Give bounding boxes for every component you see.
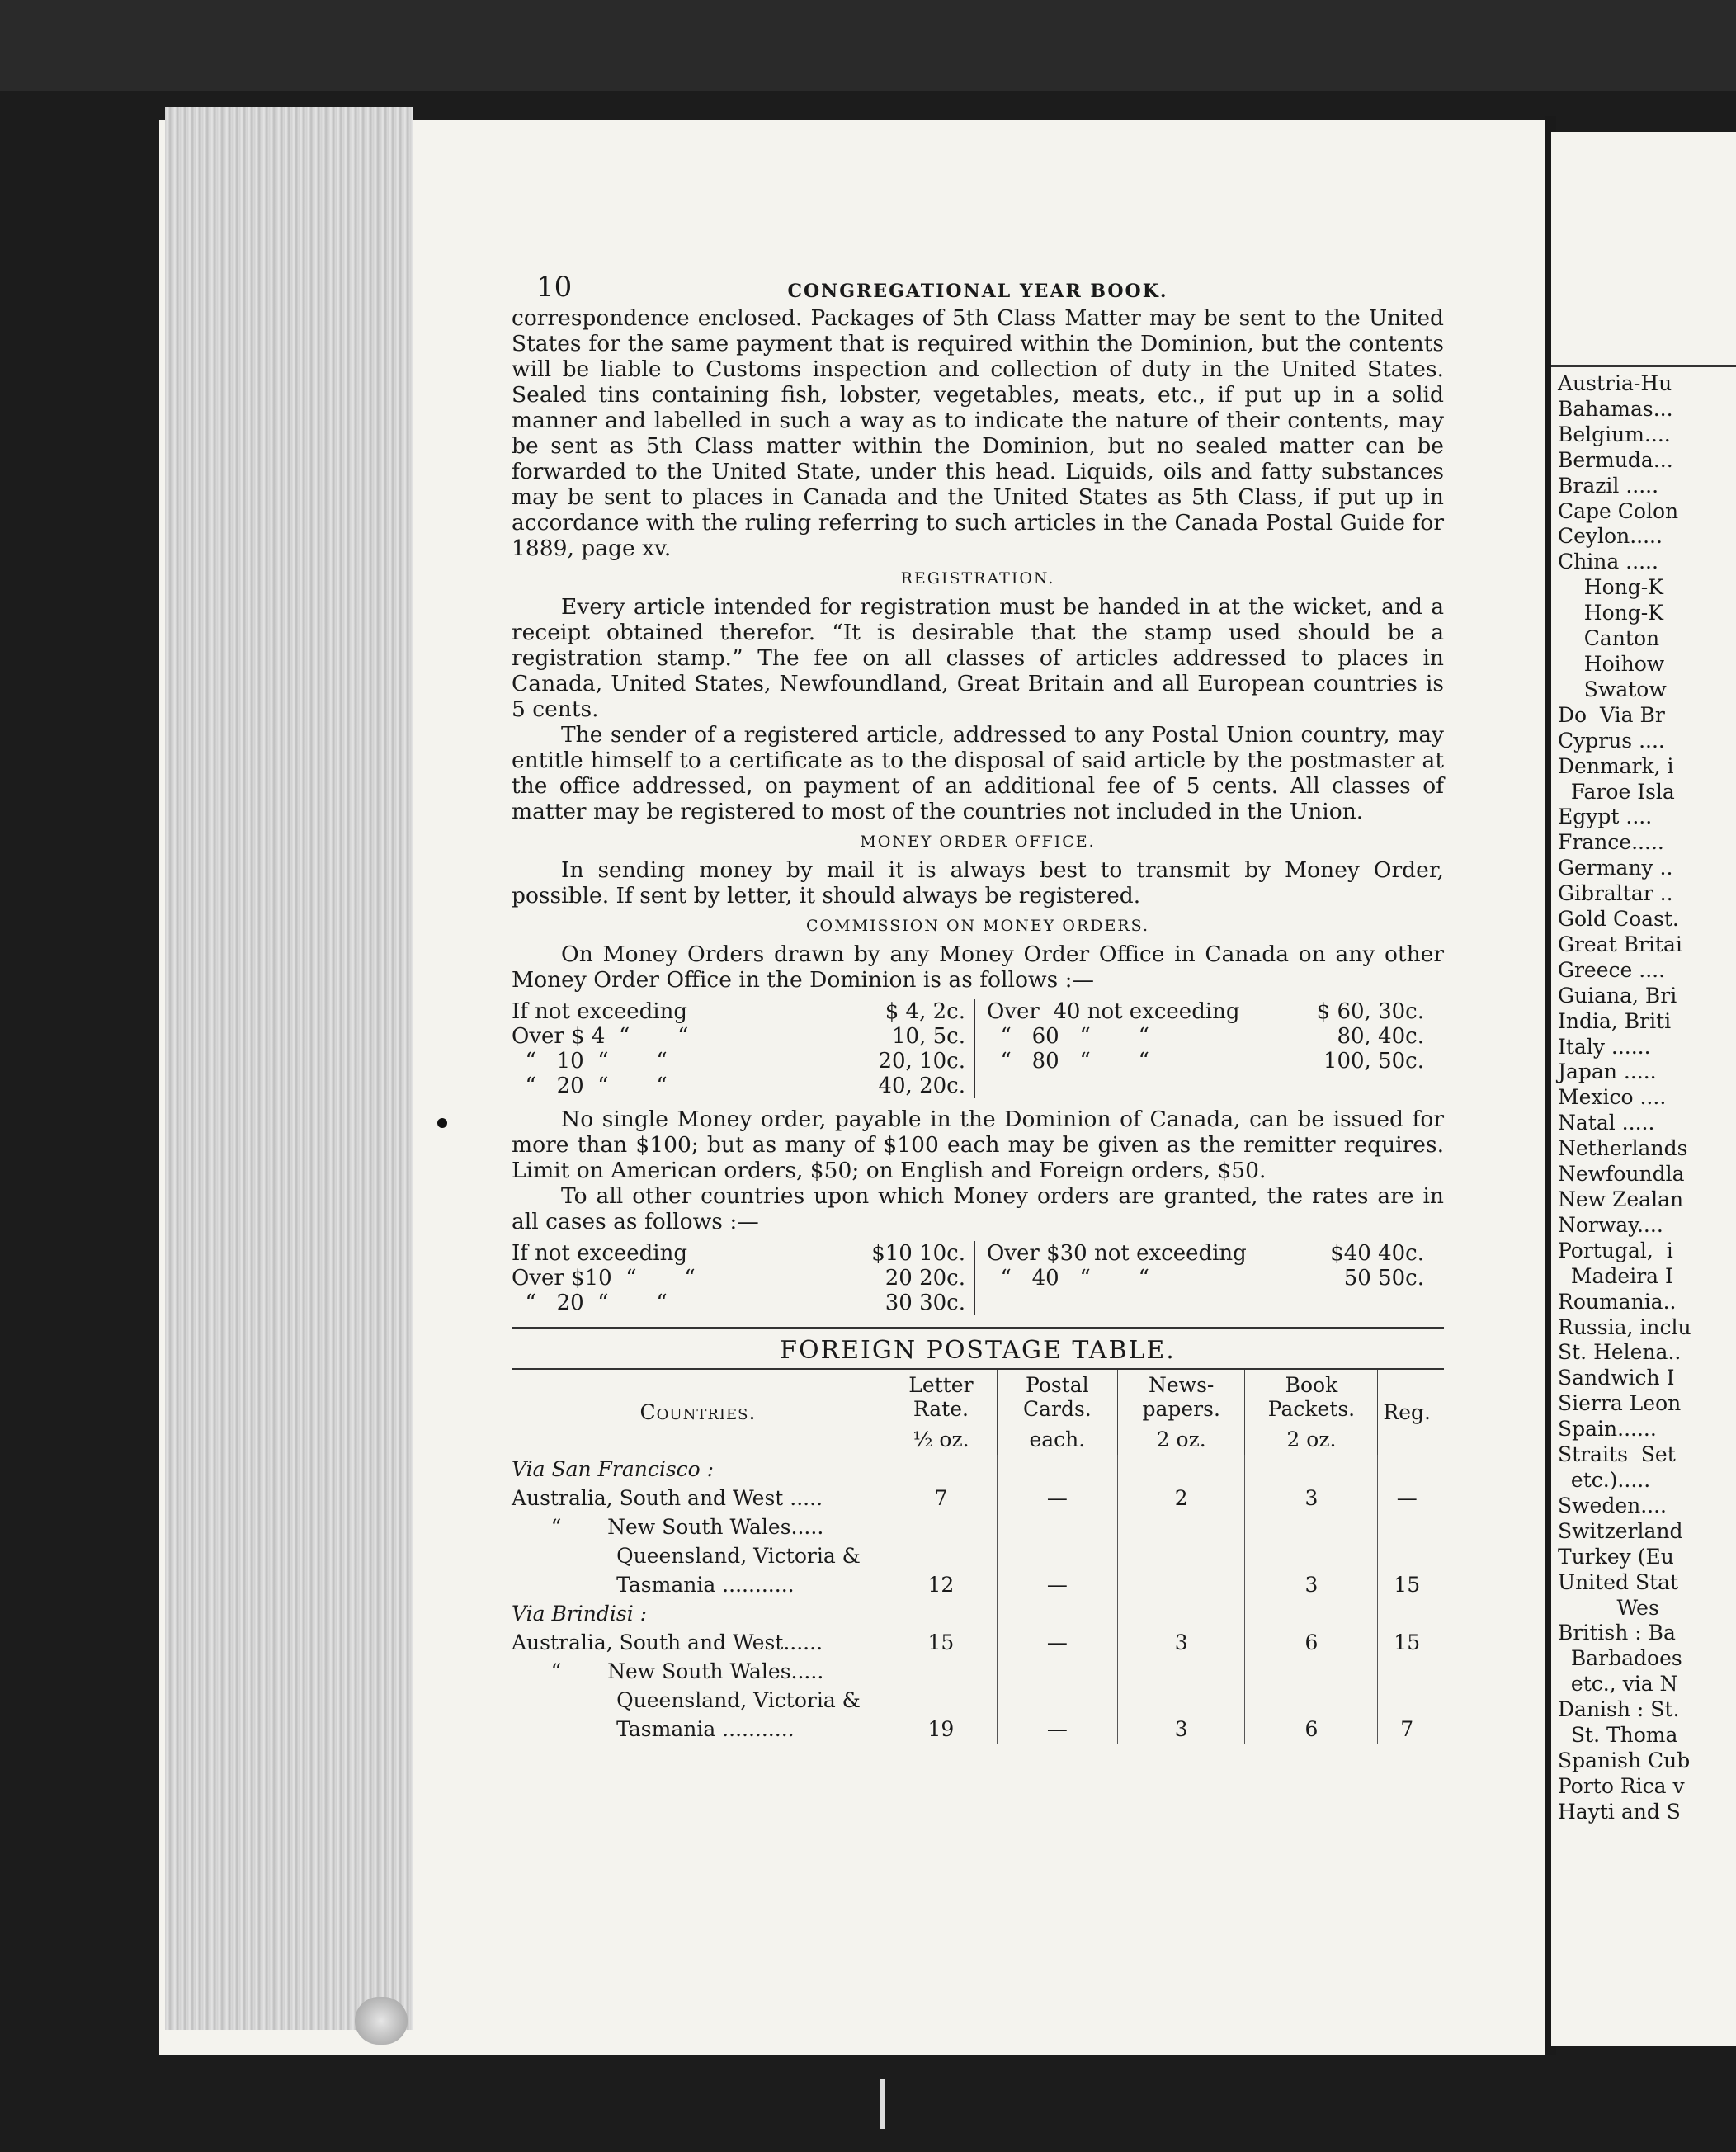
rate-label: “ 40 “ “	[987, 1266, 1149, 1291]
cell-letter	[885, 1455, 998, 1484]
facing-page-line: Natal .....	[1558, 1111, 1655, 1135]
rate-value: 20, 10c.	[878, 1049, 965, 1074]
facing-page-line: Mexico ....	[1558, 1085, 1667, 1110]
rate-label: “ 80 “ “	[987, 1049, 1149, 1074]
facing-page-country-list	[1558, 371, 1691, 1825]
facing-page-line: India, Briti	[1558, 1008, 1672, 1033]
cell-reg: —	[1378, 1484, 1436, 1513]
table-row	[512, 1541, 1436, 1570]
page-number: 10	[536, 271, 573, 304]
col-header-newspapers: News-papers.	[1117, 1370, 1245, 1424]
cell-reg	[1378, 1541, 1436, 1570]
cell-postal: —	[997, 1570, 1117, 1599]
paragraph-all-other-countries: To all other countries upon which Money orders are granted, the rates are in all cases as follows :—	[512, 1183, 1444, 1234]
rate-value: 40, 20c.	[878, 1074, 965, 1098]
table-row	[512, 1570, 1436, 1599]
table-row	[512, 1599, 1436, 1628]
rate-value: $10 10c.	[871, 1241, 965, 1266]
running-title: CONGREGATIONAL YEAR BOOK.	[787, 281, 1168, 302]
paragraph-registration-1: Every article intended for registration must be handed in at the wicket, and a receipt obtained therefor. “It is desirable that the stamp used should be a registration stamp.” The fee on all classes of articles addressed to places in Canada, United States, Newfoundland, Great Britain and all European countries is 5 cents.	[512, 594, 1444, 722]
cell-postal	[997, 1513, 1117, 1541]
facing-page-line: Sweden....	[1558, 1493, 1668, 1517]
margin-dot-mark	[437, 1118, 447, 1128]
facing-page-line: Gold Coast.	[1558, 907, 1679, 932]
table-top-rule	[512, 1327, 1444, 1329]
facing-page-line: etc.).....	[1558, 1467, 1651, 1492]
cell-letter: 15	[885, 1628, 998, 1657]
rate-row	[512, 999, 974, 1024]
cell-book	[1245, 1455, 1378, 1484]
facing-page-line: Porto Rica v	[1558, 1773, 1685, 1798]
facing-page-line: Spanish Cub	[1558, 1748, 1691, 1772]
cell-book: 6	[1245, 1715, 1378, 1744]
cell-postal	[997, 1657, 1117, 1686]
cell-news	[1117, 1599, 1245, 1628]
rate-value: 30 30c.	[885, 1291, 965, 1315]
rate-label: If not exceeding	[512, 1241, 688, 1266]
rate-value: 100, 50c.	[1323, 1049, 1424, 1074]
facing-page-line: China .....	[1558, 550, 1658, 574]
facing-page-line: Hong-K	[1558, 601, 1663, 625]
facing-page-line: Sandwich I	[1558, 1366, 1675, 1390]
rate-row	[987, 1049, 1432, 1074]
facing-page-line: Brazil .....	[1558, 473, 1659, 498]
facing-page-line: New Zealan	[1558, 1187, 1684, 1211]
cell-book: 3	[1245, 1570, 1378, 1599]
domestic-rates-right	[974, 999, 1432, 1098]
rate-label: “ 20 “ “	[512, 1291, 668, 1315]
rate-value: $ 4, 2c.	[885, 999, 965, 1024]
page-edge-stack	[165, 107, 413, 2030]
facing-page-line: Netherlands	[1558, 1136, 1688, 1161]
rate-label: “ 60 “ “	[987, 1024, 1149, 1049]
rate-value: 80, 40c.	[1337, 1024, 1424, 1049]
cell-news	[1117, 1513, 1245, 1541]
table-row	[512, 1715, 1436, 1744]
postage-table-title: FOREIGN POSTAGE TABLE.	[780, 1336, 1176, 1365]
cell-news: 2	[1117, 1484, 1245, 1513]
table-row	[512, 1513, 1436, 1541]
cell-country: Queensland, Victoria &	[512, 1544, 861, 1568]
facing-page-line: Madeira I	[1558, 1263, 1673, 1288]
facing-page-line: etc., via N	[1558, 1672, 1678, 1697]
cell-letter	[885, 1513, 998, 1541]
rate-row	[512, 1291, 974, 1315]
facing-page-line: Do Via Br	[1558, 702, 1665, 727]
col-header-registration: Reg.	[1378, 1370, 1436, 1455]
unit-postal-cards: each.	[997, 1424, 1117, 1455]
table-row	[512, 1686, 1436, 1715]
facing-page-rule	[1551, 365, 1736, 367]
cell-postal: —	[997, 1484, 1117, 1513]
cell-news: 3	[1117, 1628, 1245, 1657]
facing-page-line: Portugal, i	[1558, 1238, 1673, 1262]
cell-letter: 7	[885, 1484, 998, 1513]
facing-page-line: Ceylon.....	[1558, 524, 1663, 549]
cell-postal	[997, 1599, 1117, 1628]
facing-page-line: Norway....	[1558, 1212, 1663, 1237]
table-row	[512, 1628, 1436, 1657]
cell-book	[1245, 1686, 1378, 1715]
facing-page-line: Canton	[1558, 626, 1660, 651]
rate-value: 20 20c.	[885, 1266, 965, 1291]
rate-label: “ 20 “ “	[512, 1074, 668, 1098]
col-header-countries: Countries.	[639, 1400, 757, 1424]
cell-news	[1117, 1541, 1245, 1570]
paragraph-registration-2: The sender of a registered article, addressed to any Postal Union country, may entitle himself to a certificate as to the disposal of said article by the postmaster at the office addressed, on payment of an additional fee of 5 cents. All classes of matter may be registered to most of the countries not included in the Union.	[512, 722, 1444, 824]
cell-reg	[1378, 1513, 1436, 1541]
cell-book: 3	[1245, 1484, 1378, 1513]
money-order-heading: MONEY ORDER OFFICE.	[860, 833, 1096, 851]
rate-label: Over $ 4 “ “	[512, 1024, 689, 1049]
rate-row	[512, 1024, 974, 1049]
rate-row	[987, 1241, 1432, 1266]
commission-heading: COMMISSION ON MONEY ORDERS.	[806, 917, 1149, 935]
col-header-letter-rate: Letter Rate.	[885, 1370, 998, 1424]
cell-reg: 7	[1378, 1715, 1436, 1744]
scan-stroke-mark	[880, 2079, 885, 2129]
cell-reg	[1378, 1455, 1436, 1484]
facing-page-line: Hoihow	[1558, 651, 1665, 676]
rate-value: $40 40c.	[1330, 1241, 1424, 1266]
cell-postal: —	[997, 1715, 1117, 1744]
cell-country: “ New South Wales.....	[512, 1515, 824, 1539]
table-row	[512, 1657, 1436, 1686]
facing-page-line: Egypt ....	[1558, 805, 1653, 829]
rate-label: “ 10 “ “	[512, 1049, 668, 1074]
paragraph-no-single-order: No single Money order, payable in the Dominion of Canada, can be issued for more than $100; but as many of $100 each may be given as the remitter requires. Limit on American orders, $50; on English and Foreign orders, $50.	[512, 1107, 1444, 1183]
cell-country: Tasmania ...........	[512, 1573, 795, 1597]
facing-page-line: Cape Colon	[1558, 498, 1679, 523]
cell-news	[1117, 1686, 1245, 1715]
facing-page-line: Belgium....	[1558, 422, 1671, 446]
facing-page-line: Newfoundla	[1558, 1162, 1685, 1187]
rate-row	[512, 1241, 974, 1266]
cell-letter	[885, 1657, 998, 1686]
facing-page-line: Germany ..	[1558, 856, 1673, 880]
facing-page-line: Guiana, Bri	[1558, 983, 1677, 1008]
facing-page-line: Spain......	[1558, 1417, 1657, 1442]
facing-page-line: Great Britai	[1558, 932, 1682, 956]
facing-page-line: Faroe Isla	[1558, 779, 1675, 804]
cell-book: 6	[1245, 1628, 1378, 1657]
facing-page-line: Bahamas...	[1558, 396, 1673, 421]
foreign-rates-left	[512, 1241, 974, 1315]
col-header-postal-cards: Postal Cards.	[997, 1370, 1117, 1424]
facing-page-line: Danish : St.	[1558, 1697, 1680, 1722]
registration-heading: REGISTRATION.	[900, 569, 1055, 588]
postage-table-body	[512, 1455, 1436, 1744]
facing-page-line: Italy ......	[1558, 1034, 1651, 1059]
cell-news	[1117, 1455, 1245, 1484]
rate-row	[987, 1266, 1432, 1291]
cell-postal	[997, 1455, 1117, 1484]
facing-page-line: Turkey (Eu	[1558, 1544, 1674, 1569]
unit-book-packets: 2 oz.	[1245, 1424, 1378, 1455]
facing-page-line: St. Thoma	[1558, 1723, 1678, 1748]
cell-news	[1117, 1570, 1245, 1599]
cell-country: Via Brindisi :	[512, 1602, 648, 1626]
rate-label: Over $10 “ “	[512, 1266, 696, 1291]
foreign-rate-table	[512, 1241, 1444, 1315]
cell-postal: —	[997, 1628, 1117, 1657]
cell-country: Tasmania ...........	[512, 1717, 795, 1741]
cell-reg	[1378, 1657, 1436, 1686]
book-page-right-facing	[1551, 132, 1736, 2046]
scan-background-top	[0, 0, 1736, 91]
facing-page-line: Austria-Hu	[1558, 371, 1672, 395]
rate-row	[512, 1074, 974, 1098]
paragraph-commission: On Money Orders drawn by any Money Order Office in Canada on any other Money Order Office in the Dominion is as follows :—	[512, 942, 1444, 993]
rate-value: 50 50c.	[1343, 1266, 1424, 1291]
cell-country: “ New South Wales.....	[512, 1659, 824, 1683]
cell-postal	[997, 1541, 1117, 1570]
rate-value: 10, 5c.	[892, 1024, 965, 1049]
facing-page-line: Wes	[1558, 1595, 1659, 1620]
domestic-rate-table	[512, 999, 1444, 1098]
cell-book	[1245, 1599, 1378, 1628]
rate-row	[987, 999, 1432, 1024]
facing-page-line: Hayti and S	[1558, 1799, 1681, 1824]
facing-page-line: United Stat	[1558, 1569, 1679, 1594]
paragraph-money-order: In sending money by mail it is always best to transmit by Money Order, possible. If sent by letter, it should always be registered.	[512, 857, 1444, 908]
rate-row	[512, 1266, 974, 1291]
facing-page-line: France.....	[1558, 830, 1664, 855]
cell-letter	[885, 1541, 998, 1570]
domestic-rates-left	[512, 999, 974, 1098]
cell-news: 3	[1117, 1715, 1245, 1744]
cell-reg: 15	[1378, 1570, 1436, 1599]
facing-page-line: Roumania..	[1558, 1289, 1677, 1314]
cell-country: Australia, South and West......	[512, 1631, 823, 1654]
foreign-postage-table	[512, 1370, 1436, 1744]
rate-value: $ 60, 30c.	[1316, 999, 1424, 1024]
cell-reg: 15	[1378, 1628, 1436, 1657]
facing-page-line: Bermuda...	[1558, 447, 1673, 472]
facing-page-line: Switzerland	[1558, 1518, 1683, 1543]
facing-page-line: Greece ....	[1558, 957, 1666, 982]
table-row	[512, 1455, 1436, 1484]
cell-reg	[1378, 1686, 1436, 1715]
facing-page-line: Cyprus ....	[1558, 728, 1665, 753]
cell-country: Queensland, Victoria &	[512, 1688, 861, 1712]
facing-page-line: Hong-K	[1558, 575, 1663, 600]
rate-label: Over 40 not exceeding	[987, 999, 1240, 1024]
cell-country: Via San Francisco :	[512, 1457, 715, 1481]
facing-page-line: St. Helena..	[1558, 1340, 1682, 1365]
cell-country: Australia, South and West .....	[512, 1486, 823, 1510]
cell-letter	[885, 1599, 998, 1628]
facing-page-line: British : Ba	[1558, 1621, 1676, 1645]
scan-smudge-mark	[355, 1997, 408, 2045]
cell-news	[1117, 1657, 1245, 1686]
facing-page-line: Japan .....	[1558, 1059, 1657, 1084]
rate-label: If not exceeding	[512, 999, 688, 1024]
unit-newspapers: 2 oz.	[1117, 1424, 1245, 1455]
col-header-book-packets: Book Packets.	[1245, 1370, 1378, 1424]
rate-label: Over $30 not exceeding	[987, 1241, 1247, 1266]
rate-row	[512, 1049, 974, 1074]
page-header	[512, 264, 1444, 305]
unit-letter-rate: ½ oz.	[885, 1424, 998, 1455]
facing-page-line: Gibraltar ..	[1558, 881, 1673, 906]
facing-page-line: Denmark, i	[1558, 753, 1674, 778]
cell-book	[1245, 1541, 1378, 1570]
facing-page-line: Barbadoes	[1558, 1646, 1682, 1671]
cell-book	[1245, 1513, 1378, 1541]
facing-page-line: Swatow	[1558, 677, 1667, 701]
cell-letter	[885, 1686, 998, 1715]
cell-letter: 12	[885, 1570, 998, 1599]
cell-book	[1245, 1657, 1378, 1686]
table-row	[512, 1484, 1436, 1513]
cell-letter: 19	[885, 1715, 998, 1744]
cell-postal	[997, 1686, 1117, 1715]
facing-page-line: Sierra Leon	[1558, 1391, 1682, 1416]
rate-row	[987, 1024, 1432, 1049]
facing-page-line: Straits Set	[1558, 1442, 1676, 1467]
foreign-rates-right	[974, 1241, 1432, 1315]
facing-page-line: Russia, inclu	[1558, 1314, 1691, 1339]
cell-reg	[1378, 1599, 1436, 1628]
page-content	[512, 264, 1444, 1744]
paragraph-fifth-class: correspondence enclosed. Packages of 5th Class Matter may be sent to the United States for the same payment that is required within the Dominion, but the contents will be liable to Customs inspection and collection of duty in the United States. Sealed tins containing fish, lobster, vegetables, meats, etc., if put up in a solid manner and labelled in such a way as to indicate the nature of their contents, may be sent as 5th Class matter within the Dominion, but no sealed matter can be forwarded to the United State, under this head. Liquids, oils and fatty substances may be sent to places in Canada and the United States as 5th Class, if put up in accordance with the ruling referring to such articles in the Canada Postal Guide for 1889, page xv.	[512, 305, 1444, 561]
